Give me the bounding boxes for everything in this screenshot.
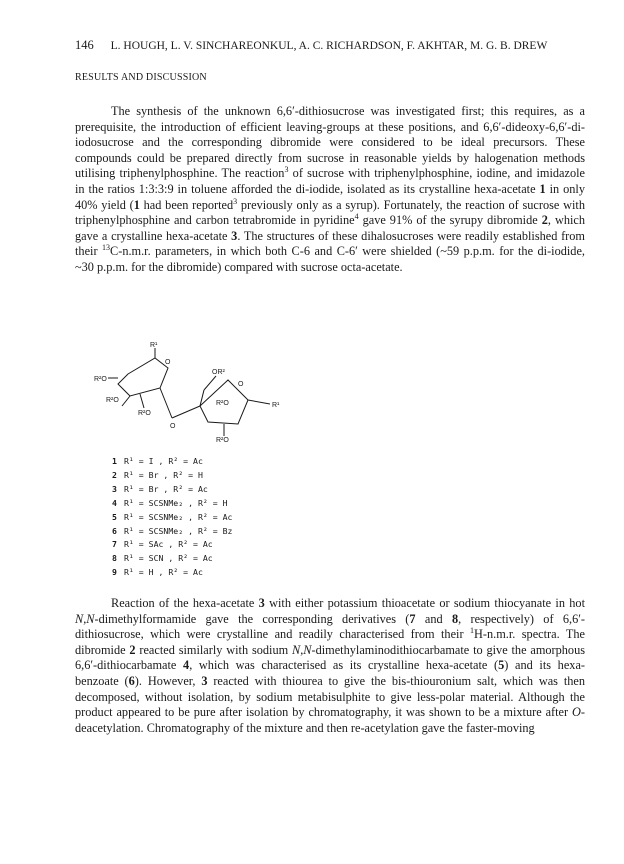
legend-substituents: R¹ = H , R² = Ac <box>124 567 203 578</box>
legend-row <box>112 469 232 483</box>
compound-number: 3 <box>201 673 208 688</box>
paragraph-1-text <box>75 104 585 276</box>
section-title: RESULTS AND DISCUSSION <box>75 72 207 83</box>
compound-number: 2 <box>129 642 136 657</box>
text-run: C-n.m.r. parameters, in which both C-6 and C-6′ were shielded (~59 p.p.m. for the di-iodide, ~30 p.p.m. for the dibromide) compared with sucrose octa-acetate. <box>75 244 585 274</box>
legend-row <box>112 497 232 511</box>
text-run: in only 40% yield ( <box>75 181 586 212</box>
text-run: ) and its hexa-benzoate ( <box>75 658 585 688</box>
label-r2o-left: R²O <box>94 376 107 383</box>
running-header <box>75 38 585 53</box>
legend-substituents: R¹ = SCSNMe₂ , R² = Bz <box>124 525 233 536</box>
legend-row <box>112 483 232 497</box>
text-run: and <box>415 611 452 626</box>
text-run: . The structures of these dihalosucroses were readily established from their <box>75 228 585 259</box>
legend-substituents: R¹ = SCSNMe₂ , R² = H <box>124 497 228 508</box>
legend-substituents: R¹ = Br , R² = Ac <box>124 483 208 494</box>
text-run: The synthesis of the unknown 6,6′-dithiosucrose was investigated first; this requires, as a prerequisite, the introduction of efficient leaving-groups at these positions, and 6,6′-dideoxy-6,6′-di-iodosucrose and the corresponding dibromide were considered to be ideal precursors. These compounds could be prepared directly from sucrose in reasonable yields by halogenation methods utilising triphenylphosphine. The reaction <box>75 104 585 181</box>
legend-row <box>112 511 232 525</box>
text-run: with either potassium thioacetate or sodium thiocyanate in hot <box>264 596 585 610</box>
legend-compound-number: 2 <box>112 469 117 480</box>
superscript: 1 <box>470 626 474 636</box>
legend-row <box>112 566 232 580</box>
paragraph-2-text <box>75 596 585 736</box>
superscript: 13 <box>102 243 111 253</box>
label-r2o-lower: R²O <box>216 437 229 444</box>
compound-number: 8 <box>451 611 459 626</box>
italic-run: N,N <box>75 611 95 626</box>
legend-compound-number: 8 <box>112 553 117 564</box>
legend-substituents: R¹ = I , R² = Ac <box>124 456 203 466</box>
page-number: 146 <box>75 38 94 52</box>
text-run: ). However, <box>134 673 202 688</box>
legend-compound-number: 6 <box>112 525 117 536</box>
legend-row <box>112 455 232 469</box>
paragraph-1 <box>75 104 585 276</box>
text-run: Reaction of the hexa-acetate <box>111 596 259 610</box>
italic-run: O <box>572 705 581 720</box>
legend-compound-number: 5 <box>112 511 117 522</box>
sucrose-structure-diagram <box>94 342 340 444</box>
text-run: , respectively) of 6,6′-dithiosucrose, which were crystalline and readily characterised from their <box>75 611 586 642</box>
legend-compound-number: 7 <box>112 539 117 550</box>
label-or2: OR² <box>212 369 225 376</box>
author-line: L. HOUGH, L. V. SINCHAREONKUL, A. C. RICHARDSON, F. AKHTAR, M. G. B. DREW <box>110 40 548 52</box>
legend-substituents: R¹ = SCN , R² = Ac <box>124 553 213 564</box>
legend-compound-number: 9 <box>112 567 117 578</box>
label-r1-right: R¹ <box>272 402 280 409</box>
legend-substituents: R¹ = SAc , R² = Ac <box>124 539 213 550</box>
compound-number: 6 <box>128 673 135 688</box>
text-run: gave 91% of the syrupy dibromide <box>358 213 542 228</box>
text-run: reacted with thiourea to give the bis-thiouronium salt, which was then decomposed, without isolation, by sodium metabisulphite to give less-polar material. Although the product appeared to be pure after isolation by chromatography, it was shown to be a mixture after <box>75 673 585 720</box>
compound-number: 4 <box>183 658 190 673</box>
paragraph-2 <box>75 596 585 736</box>
legend-compound-number: 1 <box>112 456 117 466</box>
label-o-ring1: O <box>165 359 171 366</box>
text-run: reacted similarly with sodium <box>135 642 293 657</box>
italic-run: N,N <box>292 642 312 657</box>
label-r1-top: R¹ <box>150 342 158 349</box>
legend-compound-number: 3 <box>112 483 117 494</box>
text-run: previously only as a syrup). Fortunately, the reaction of sucrose with triphenylphosphine and carbon tetrabromide in pyridine <box>75 197 585 228</box>
superscript: 3 <box>233 196 238 206</box>
compound-number: 3 <box>231 228 238 243</box>
text-run: had been reported <box>139 197 234 212</box>
text-run: -dimethylformamide gave the corresponding derivatives ( <box>94 611 410 626</box>
legend-substituents: R¹ = SCSNMe₂ , R² = Ac <box>124 511 233 522</box>
text-run: , which gave a crystalline hexa-acetate <box>75 213 585 243</box>
structure-bonds <box>108 348 270 436</box>
compound-number: 1 <box>133 197 140 212</box>
legend-row <box>112 538 232 552</box>
label-r2o-bottom: R²O <box>138 410 151 417</box>
compound-number: 1 <box>539 181 546 196</box>
label-r2o-left2: R²O <box>106 397 119 404</box>
label-o-ring2: O <box>238 381 244 388</box>
text-run: of sucrose with triphenylphosphine, iodine, and imidazole in the ratios 1:3:3:9 in toluene afforded the di-iodide, isolated as its crystalline hexa-acetate <box>75 166 585 196</box>
legend-substituents: R¹ = Br , R² = H <box>124 469 203 480</box>
text-run: H-n.m.r. spectra. The dibromide <box>75 627 586 657</box>
text-run: -deacetylation. Chromatography of the mixture and then re-acetylation gave the faster-moving <box>75 705 585 735</box>
legend-row <box>112 525 232 539</box>
compound-number: 5 <box>498 658 505 673</box>
label-o-bridge: O <box>170 423 176 430</box>
legend-compound-number: 4 <box>112 497 117 508</box>
text-run: , which was characterised as its crystalline hexa-acetate ( <box>189 658 499 673</box>
superscript: 4 <box>354 212 359 222</box>
legend-row <box>112 552 232 566</box>
label-r2o-ring2: R²O <box>216 400 229 407</box>
text-run: -dimethylaminodithiocarbamate to give the amorphous 6,6′-dithiocarbamate <box>75 642 586 673</box>
compound-number: 7 <box>409 611 416 626</box>
compound-number: 3 <box>258 596 265 610</box>
compound-legend <box>112 455 232 580</box>
superscript: 3 <box>284 165 289 175</box>
compound-number: 2 <box>541 213 548 228</box>
